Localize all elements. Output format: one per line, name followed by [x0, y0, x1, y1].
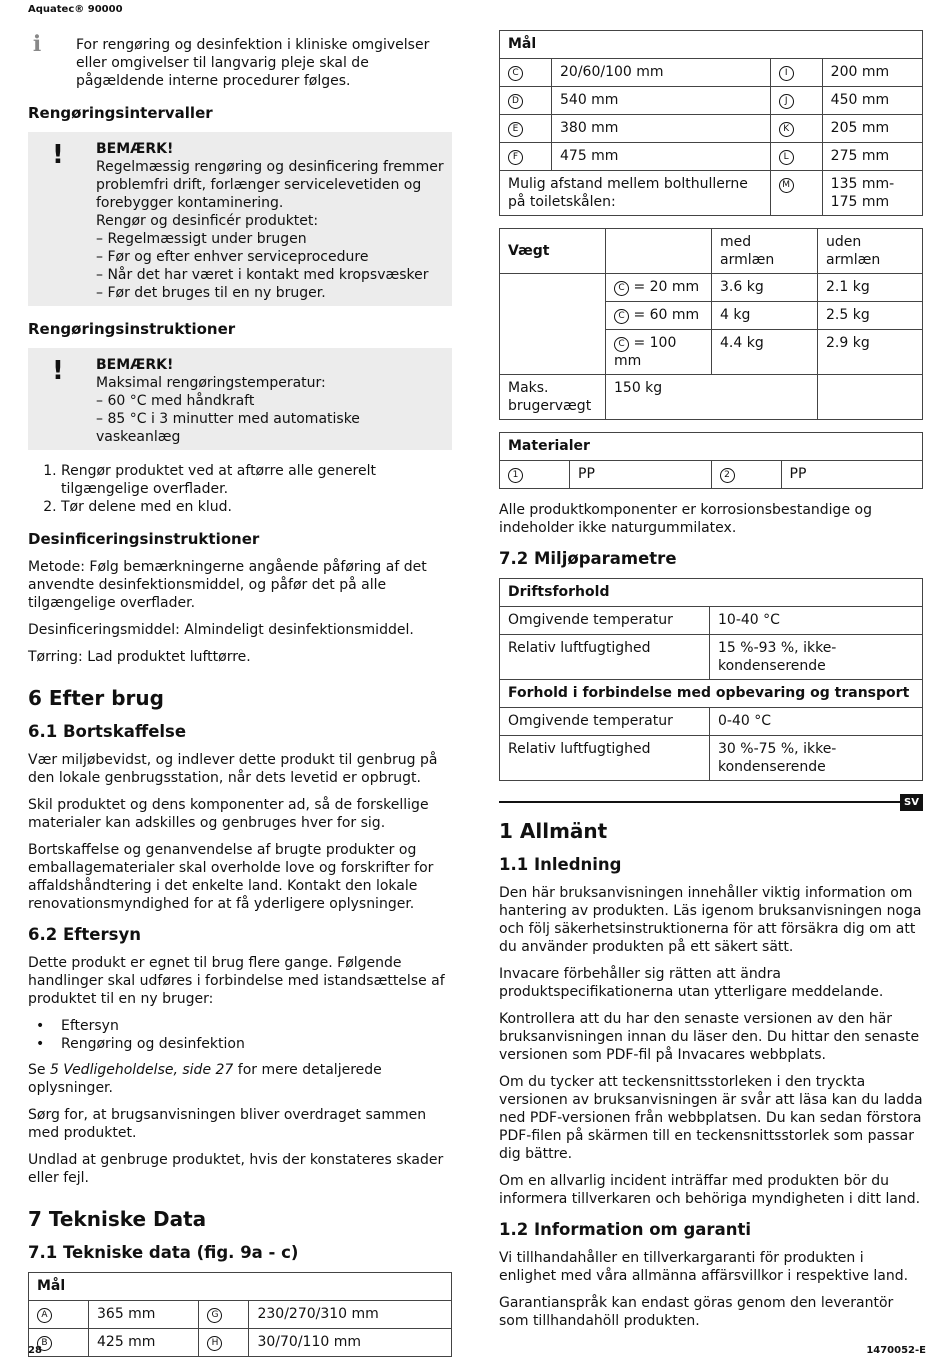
- list-item: 2. Tør delene med en klud.: [61, 498, 452, 516]
- notice-title: BEMÆRK!: [96, 357, 174, 373]
- table-row: [500, 375, 923, 420]
- table-cell: Omgivende temperatur: [500, 607, 710, 635]
- table-cell: [606, 274, 712, 302]
- info-icon: ℹ: [32, 32, 42, 57]
- environment-table: [499, 578, 923, 781]
- table-cell: 200 mm: [822, 59, 922, 87]
- table-cell: Maks. brugervægt: [500, 375, 606, 420]
- info-note: [28, 32, 452, 90]
- circled-label: F: [508, 150, 523, 165]
- doc-header: Aquatec® 90000: [28, 4, 123, 15]
- dimensions-table-2: [499, 30, 923, 216]
- paragraph: Bortskaffelse og genanvendelse af brugte produkter og emballagematerialer skal overholde love og forskrifter for affaldshåndtering i det enkelte land. Kontakt den lokale renovationsmyndighed for at få yderligere oplysninger.: [28, 842, 434, 912]
- notice-line: Rengør og desinficér produktet:: [96, 213, 319, 229]
- text: = 100 mm: [614, 335, 677, 369]
- table-cell: 15 %-93 %, ikke-kondenserende: [710, 635, 923, 680]
- circled-label: C: [614, 281, 629, 296]
- table-cell: [606, 302, 712, 330]
- language-badge: SV: [900, 794, 923, 811]
- paragraph: Tørring: Lad produktet lufttørre.: [28, 649, 251, 665]
- right-column: [499, 30, 923, 1339]
- paragraph: Undlad at genbruge produktet, hvis der konstateres skader eller fejl.: [28, 1152, 444, 1186]
- heading-section-1: 1 Allmänt: [499, 819, 608, 843]
- heading-disinfection: Desinficeringsinstruktioner: [28, 530, 260, 548]
- text: Se: [28, 1062, 50, 1078]
- table-header: uden armlæn: [818, 229, 923, 274]
- table-title: Vægt: [500, 229, 606, 274]
- notice-line: – Før det bruges til en ny bruger.: [96, 285, 326, 301]
- exclamation-icon: !: [52, 140, 64, 170]
- table-cell: Mulig afstand mellem bolthullerne på toiletskålen:: [500, 171, 771, 216]
- circled-label: 2: [720, 468, 735, 483]
- exclamation-icon: !: [52, 356, 64, 386]
- circled-label: J: [779, 94, 794, 109]
- document-number: 1470052-E: [866, 1345, 926, 1356]
- paragraph: Garantianspråk kan endast göras genom den leverantör som tillhandahöll produkten.: [499, 1295, 894, 1329]
- table-cell: 150 kg: [606, 375, 818, 420]
- heading-cleaning-intervals: Rengøringsintervaller: [28, 104, 213, 122]
- notice-line: – 85 °C i 3 minutter med automatiske vaskeanlæg: [96, 411, 360, 445]
- notice-line: Regelmæssig rengøring og desinficering fremmer problemfri drift, forlænger servicelevetiden og forebygger kontaminering.: [96, 159, 444, 211]
- paragraph: Dette produkt er egnet til brug flere gange. Følgende handlinger skal udføres i forbindelse med istandsættelse af produktet til en ny bruger:: [28, 955, 445, 1007]
- table-title: Mål: [500, 31, 923, 59]
- table-row: [500, 607, 923, 635]
- table-cell: 205 mm: [822, 115, 922, 143]
- paragraph: Den här bruksanvisningen innehåller viktig information om hantering av produkten. Läs igenom bruksanvisningen noga och följ säkerhetsinstruktionerna för att försäkra dig om att du använder produkten på ett säkert sätt.: [499, 885, 922, 955]
- table-cell: Relativ luftfugtighed: [500, 635, 710, 680]
- table-title: Materialer: [500, 433, 923, 461]
- notice-line: – Når det har været i kontakt med kropsvæsker: [96, 267, 429, 283]
- notice-line: – Før og efter enhver serviceprocedure: [96, 249, 369, 265]
- table-cell: 30 %-75 %, ikke-kondenserende: [710, 736, 923, 781]
- text: = 20 mm: [629, 279, 700, 295]
- table-row: [500, 302, 923, 330]
- table-cell: 540 mm: [552, 87, 771, 115]
- notice-line: – Regelmæssigt under brugen: [96, 231, 307, 247]
- table-cell: 2.9 kg: [818, 330, 923, 375]
- circled-label: D: [508, 94, 523, 109]
- paragraph: [28, 1061, 452, 1097]
- table-row: [500, 87, 923, 115]
- circled-label: 1: [508, 468, 523, 483]
- table-title: Mål: [29, 1273, 452, 1301]
- paragraph: Metode: Følg bemærkningerne angående påføring af det anvendte desinfektionsmiddel, og påfør det på alle tilgængelige overflader.: [28, 559, 427, 611]
- table-cell: 4 kg: [712, 302, 818, 330]
- table-row: [500, 708, 923, 736]
- heading-section-6: 6 Efter brug: [28, 686, 164, 710]
- circled-label: C: [614, 337, 629, 352]
- table-cell: [606, 330, 712, 375]
- circled-label: K: [779, 122, 794, 137]
- circled-label: A: [37, 1308, 52, 1323]
- table-row: [500, 635, 923, 680]
- paragraph: Om en allvarlig incident inträffar med produkten bör du informera tillverkaren och behöriga myndigheten i ditt land.: [499, 1173, 921, 1207]
- weight-table: [499, 228, 923, 420]
- table-row: [29, 1329, 452, 1357]
- table-row: [500, 229, 923, 274]
- table-row: [500, 171, 923, 216]
- heading-7-2: 7.2 Miljøparametre: [499, 549, 677, 568]
- cross-reference-link[interactable]: 5 Vedligeholdelse, side 27: [49, 1062, 234, 1078]
- circled-label: M: [779, 178, 794, 193]
- table-title: Driftsforhold: [500, 579, 923, 607]
- heading-6-2: 6.2 Eftersyn: [28, 925, 141, 944]
- table-row: [500, 274, 923, 302]
- heading-7-1: 7.1 Tekniske data (fig. 9a - c): [28, 1243, 299, 1262]
- circled-label: E: [508, 122, 523, 137]
- paragraph: Kontrollera att du har den senaste versionen av den här bruksanvisningen innan du läser den. Du hittar den senaste versionen som PDF-fil på Invacares webbplats.: [499, 1011, 920, 1063]
- notice-line: Maksimal rengøringstemperatur:: [96, 375, 326, 391]
- paragraph: Vær miljøbevidst, og indlever dette produkt til genbrug på den lokale genbrugsstation, når dets levetid er opbrugt.: [28, 752, 438, 786]
- paragraph: Desinficeringsmiddel: Almindeligt desinfektionsmiddel.: [28, 622, 414, 638]
- notice-line: – 60 °C med håndkraft: [96, 393, 255, 409]
- table-cell: 2.5 kg: [818, 302, 923, 330]
- circled-label: I: [779, 66, 794, 81]
- table-header: med armlæn: [712, 229, 818, 274]
- table-cell: Relativ luftfugtighed: [500, 736, 710, 781]
- circled-label: G: [207, 1308, 222, 1323]
- circled-label: H: [207, 1336, 222, 1351]
- list-item: 1. Rengør produktet ved at aftørre alle generelt tilgængelige overflader.: [61, 462, 452, 498]
- table-row: [500, 461, 923, 489]
- paragraph: Alle produktkomponenter er korrosionsbestandige og indeholder ikke naturgummilatex.: [499, 502, 872, 536]
- paragraph: Skil produktet og dens komponenter ad, så de forskellige materialer kan adskilles og genbruges hver for sig.: [28, 797, 429, 831]
- heading-6-1: 6.1 Bortskaffelse: [28, 722, 187, 741]
- heading-1-2: 1.2 Information om garanti: [499, 1220, 751, 1239]
- heading-1-1: 1.1 Inledning: [499, 855, 622, 874]
- table-cell: 3.6 kg: [712, 274, 818, 302]
- bullet-list: [28, 1017, 452, 1053]
- table-cell: 0-40 °C: [710, 708, 923, 736]
- paragraph: Om du tycker att teckensnittsstorleken i den tryckta versionen av bruksanvisningen är svår att läsa kan du ladda ned PDF-versionen från webbplatsen. Du kan sedan förstora PDF-filen på skärmen till en teckensnittsstorlek som passar dig bättre.: [499, 1074, 923, 1162]
- table-cell: 275 mm: [822, 143, 922, 171]
- circled-label: C: [508, 66, 523, 81]
- info-note-text: For rengøring og desinfektion i kliniske omgivelser eller omgivelser til langvarig pleje skal de pågældende interne procedurer følges.: [76, 37, 430, 89]
- circled-label: B: [37, 1336, 52, 1351]
- circled-label: L: [779, 150, 794, 165]
- table-cell: Omgivende temperatur: [500, 708, 710, 736]
- text: = 60 mm: [629, 307, 700, 323]
- table-cell: 450 mm: [822, 87, 922, 115]
- table-row: [29, 1301, 452, 1329]
- table-row: [500, 115, 923, 143]
- heading-section-7: 7 Tekniske Data: [28, 1207, 207, 1231]
- list-item: • Rengøring og desinfektion: [61, 1035, 452, 1053]
- text: for mere detaljerede oplysninger.: [28, 1062, 382, 1096]
- dimensions-table: [28, 1272, 452, 1357]
- table-cell: 230/270/310 mm: [249, 1301, 452, 1329]
- heading-cleaning-instructions: Rengøringsinstruktioner: [28, 320, 236, 338]
- table-row: [500, 330, 923, 375]
- circled-label: C: [614, 309, 629, 324]
- table-cell: PP: [570, 461, 712, 489]
- table-cell: PP: [781, 461, 923, 489]
- table-cell: 4.4 kg: [712, 330, 818, 375]
- table-row: [500, 59, 923, 87]
- table-cell: 10-40 °C: [710, 607, 923, 635]
- table-row: [500, 736, 923, 781]
- table-cell: 380 mm: [552, 115, 771, 143]
- section-divider: [499, 801, 923, 803]
- table-cell: 475 mm: [552, 143, 771, 171]
- table-cell: 2.1 kg: [818, 274, 923, 302]
- left-column: [28, 30, 452, 1357]
- table-cell: 20/60/100 mm: [552, 59, 771, 87]
- materials-table: [499, 432, 923, 489]
- notice-title: BEMÆRK!: [96, 141, 174, 157]
- table-cell: 425 mm: [89, 1329, 199, 1357]
- table-row: [500, 143, 923, 171]
- table-title: Forhold i forbindelse med opbevaring og transport: [500, 680, 923, 708]
- list-item: • Eftersyn: [61, 1017, 452, 1035]
- notice-box: [28, 348, 452, 450]
- paragraph: Sørg for, at brugsanvisningen bliver overdraget sammen med produktet.: [28, 1107, 427, 1141]
- paragraph: Invacare förbehåller sig rätten att ändra produktspecifikationerna utan ytterligare meddelande.: [499, 966, 884, 1000]
- table-cell: 135 mm-175 mm: [822, 171, 922, 216]
- paragraph: Vi tillhandahåller en tillverkargaranti för produkten i enlighet med våra allmänna affärsvillkor i respektive land.: [499, 1250, 909, 1284]
- table-cell: 365 mm: [89, 1301, 199, 1329]
- cleaning-steps: [28, 462, 452, 516]
- notice-box: [28, 132, 452, 306]
- page-number: 28: [28, 1345, 42, 1356]
- table-cell: 30/70/110 mm: [249, 1329, 452, 1357]
